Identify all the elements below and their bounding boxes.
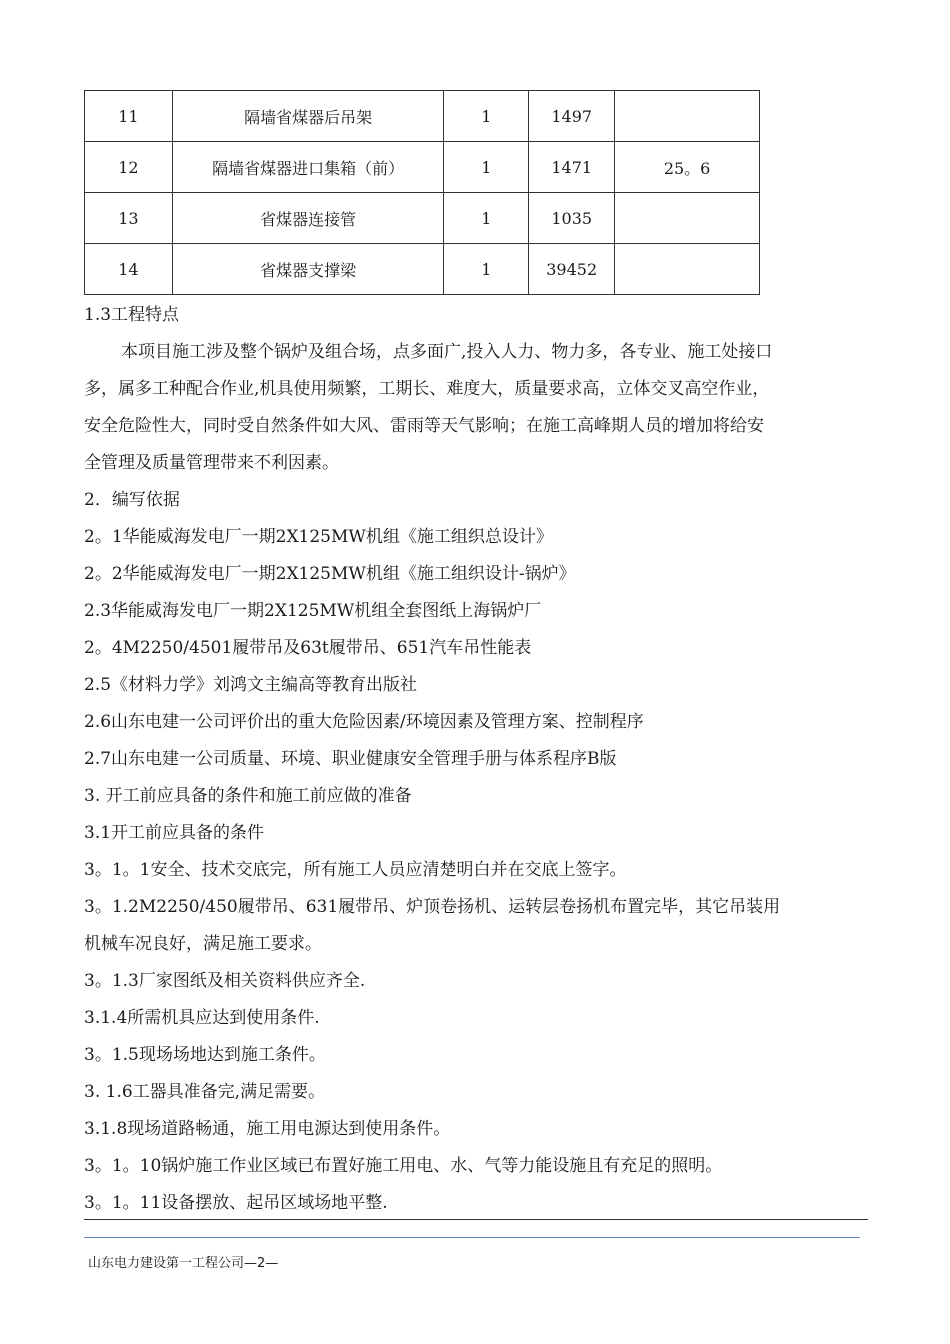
table-row <box>85 142 760 193</box>
table-cell: 省煤器连接管 <box>172 193 444 244</box>
text-line: 2。4M2250/4501履带吊及63t履带吊、651汽车吊性能表 <box>84 638 532 658</box>
text-line: 安全危险性大，同时受自然条件如大风、雷雨等天气影响；在施工高峰期人员的增加将给安 <box>84 416 764 436</box>
table-cell: 1035 <box>529 193 615 244</box>
table-row <box>85 244 760 295</box>
table-cell: 1 <box>444 91 529 142</box>
table-cell: 14 <box>85 244 173 295</box>
equipment-table-body <box>85 91 760 295</box>
text-line: 3.1开工前应具备的条件 <box>84 823 265 843</box>
text-line: 3。1。1安全、技术交底完，所有施工人员应清楚明白并在交底上签字。 <box>84 860 627 880</box>
text-line: 2。1华能威海发电厂一期2X125MW机组《施工组织总设计》 <box>84 527 553 547</box>
text-line: 2.3华能威海发电厂一期2X125MW机组全套图纸上海锅炉厂 <box>84 601 542 621</box>
text-line: 本项目施工涉及整个锅炉及组合场，点多面广,投入人力、物力多，各专业、施工处接口 <box>121 342 773 362</box>
text-line: 3. 1.6工器具准备完,满足需要。 <box>84 1082 326 1102</box>
text-line: 3。1.3厂家图纸及相关资料供应齐全. <box>84 971 366 991</box>
table-cell: 隔墙省煤器进口集箱（前） <box>172 142 444 193</box>
footer-company: 山东电力建设第一工程公司—2— <box>88 1256 279 1271</box>
table-cell <box>615 193 760 244</box>
text-line: 全管理及质量管理带来不利因素。 <box>84 453 339 473</box>
text-line: 3. 开工前应具备的条件和施工前应做的准备 <box>84 786 412 806</box>
text-line: 3.1.4所需机具应达到使用条件. <box>84 1008 320 1028</box>
equipment-table <box>84 90 760 295</box>
table-cell: 13 <box>85 193 173 244</box>
text-line: 3。1.2M2250/450履带吊、631履带吊、炉顶卷扬机、运转层卷扬机布置完毕，其它吊装用 <box>84 897 781 917</box>
table-cell: 12 <box>85 142 173 193</box>
table-row <box>85 91 760 142</box>
footer-rule <box>84 1219 868 1220</box>
text-line: 2．编写依据 <box>84 490 180 510</box>
table-cell <box>615 91 760 142</box>
table-cell: 隔墙省煤器后吊架 <box>172 91 444 142</box>
text-line: 多，属多工种配合作业,机具使用频繁，工期长、难度大，质量要求高，立体交叉高空作业， <box>84 379 770 399</box>
table-cell: 1 <box>444 244 529 295</box>
table-cell: 25。6 <box>615 142 760 193</box>
text-line: 3。1。11设备摆放、起吊区域场地平整. <box>84 1193 388 1213</box>
text-line: 1.3工程特点 <box>84 305 180 325</box>
table-cell: 1497 <box>529 91 615 142</box>
table-cell: 39452 <box>529 244 615 295</box>
text-line: 2.7山东电建一公司质量、环境、职业健康安全管理手册与体系程序B版 <box>84 749 617 769</box>
table-cell: 1 <box>444 142 529 193</box>
table-cell: 1471 <box>529 142 615 193</box>
text-line: 机械车况良好，满足施工要求。 <box>84 934 322 954</box>
text-line: 2.6山东电建一公司评价出的重大危险因素/环境因素及管理方案、控制程序 <box>84 712 644 732</box>
table-cell: 省煤器支撑梁 <box>172 244 444 295</box>
table-cell <box>615 244 760 295</box>
text-line: 3.1.8现场道路畅通，施工用电源达到使用条件。 <box>84 1119 451 1139</box>
table-cell: 1 <box>444 193 529 244</box>
footer-rule-blue <box>84 1237 860 1238</box>
text-line: 2。2华能威海发电厂一期2X125MW机组《施工组织设计-锅炉》 <box>84 564 576 584</box>
table-cell: 11 <box>85 91 173 142</box>
body-text <box>84 305 874 1230</box>
table-row <box>85 193 760 244</box>
text-line: 2.5《材料力学》刘鸿文主编高等教育出版社 <box>84 675 418 695</box>
text-line: 3。1.5现场场地达到施工条件。 <box>84 1045 326 1065</box>
text-line: 3。1。10锅炉施工作业区域已布置好施工用电、水、气等力能设施且有充足的照明。 <box>84 1156 723 1176</box>
